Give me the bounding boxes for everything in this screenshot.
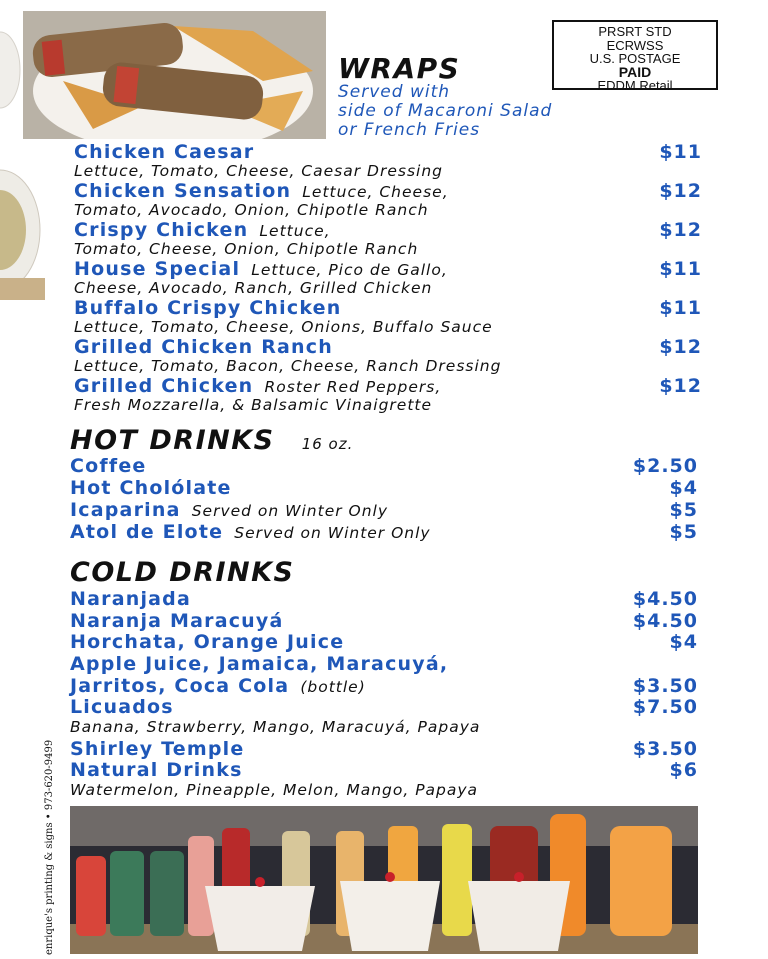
wrap-item-name: Grilled Chicken Ranch bbox=[74, 336, 333, 358]
indicia-line-1: PRSRT STD bbox=[598, 24, 672, 39]
indicia-line-3: U.S. POSTAGE bbox=[589, 51, 681, 66]
wrap-item-name-row bbox=[74, 297, 341, 319]
wraps-photo bbox=[23, 11, 326, 139]
cold-drink-name: Jarritos, Coca Cola bbox=[70, 675, 290, 697]
cold-drink-name: Naranjada bbox=[70, 588, 191, 610]
wrap-item-price: $12 bbox=[659, 336, 702, 358]
wraps-subtitle-2: side of Macaroni Salad bbox=[338, 101, 553, 121]
indicia-line-2: ECRWSS bbox=[606, 37, 664, 53]
left-edge-bowl bbox=[0, 150, 45, 300]
wrap-item-price: $12 bbox=[659, 180, 702, 202]
hot-drink-row bbox=[70, 521, 431, 543]
hot-drinks-title: HOT DRINKS bbox=[70, 425, 275, 456]
cold-drink-price: $7.50 bbox=[632, 696, 698, 718]
hot-drink-name: Hot Cholólate bbox=[70, 477, 232, 499]
cold-drink-price: $6 bbox=[669, 759, 698, 781]
left-edge-plate-top bbox=[0, 30, 22, 110]
wrap-item-name-row bbox=[74, 180, 449, 202]
hot-drinks-size: 16 oz. bbox=[301, 435, 354, 453]
cold-drink-name: Shirley Temple bbox=[70, 738, 245, 760]
hot-drink-note: Served on Winter Only bbox=[191, 502, 389, 520]
hot-drinks-header bbox=[70, 425, 353, 456]
cold-drink-price: $3.50 bbox=[632, 738, 698, 760]
wrap-item-inline-desc: Lettuce, bbox=[259, 222, 331, 240]
wrap-item-desc: Cheese, Avocado, Ranch, Grilled Chicken bbox=[74, 279, 433, 297]
hot-drink-price: $5 bbox=[669, 499, 698, 521]
cold-drink-price: $4.50 bbox=[632, 610, 698, 632]
wrap-item-desc: Lettuce, Tomato, Bacon, Cheese, Ranch Dressing bbox=[74, 357, 502, 375]
cold-drink-price: $3.50 bbox=[632, 675, 698, 697]
cold-drink-name: Horchata, Orange Juice bbox=[70, 631, 345, 653]
cold-drink-note: (bottle) bbox=[300, 678, 366, 696]
wrap-item-name: House Special bbox=[74, 258, 241, 280]
hot-drink-name: Atol de Elote bbox=[70, 521, 224, 543]
wrap-item-desc: Tomato, Cheese, Onion, Chipotle Ranch bbox=[74, 240, 419, 258]
wrap-item-name-row bbox=[74, 258, 448, 280]
hot-drink-row bbox=[70, 477, 232, 499]
cold-drink-price: $4.50 bbox=[632, 588, 698, 610]
wrap-item-name: Buffalo Crispy Chicken bbox=[74, 297, 342, 319]
wrap-item-name-row bbox=[74, 141, 254, 163]
cold-drink-name: Naranja Maracuyá bbox=[70, 610, 284, 632]
drinks-photo bbox=[70, 806, 698, 954]
wrap-item-price: $11 bbox=[659, 258, 702, 280]
cold-drinks-title: COLD DRINKS bbox=[70, 557, 295, 588]
wrap-item-name: Chicken Caesar bbox=[74, 141, 255, 163]
cold-drink-desc: Watermelon, Pineapple, Melon, Mango, Papaya bbox=[70, 781, 479, 799]
cold-drink-desc: Banana, Strawberry, Mango, Maracuyá, Papaya bbox=[70, 718, 481, 736]
wrap-item-desc: Fresh Mozzarella, & Balsamic Vinaigrette bbox=[74, 396, 433, 414]
wrap-item-price: $12 bbox=[659, 219, 702, 241]
wrap-item-price: $12 bbox=[659, 375, 702, 397]
wraps-subtitle-3: or French Fries bbox=[338, 120, 481, 140]
wrap-item-name-row bbox=[74, 375, 441, 397]
wrap-item-desc: Lettuce, Tomato, Cheese, Onions, Buffalo Sauce bbox=[74, 318, 493, 336]
wrap-item-name: Grilled Chicken bbox=[74, 375, 254, 397]
cold-drink-row bbox=[70, 675, 366, 697]
wrap-item-name-row bbox=[74, 219, 331, 241]
cold-drink-name: Natural Drinks bbox=[70, 759, 243, 781]
wrap-item-price: $11 bbox=[659, 297, 702, 319]
hot-drink-row bbox=[70, 499, 388, 521]
wraps-title: WRAPS bbox=[338, 52, 461, 85]
hot-drink-note: Served on Winter Only bbox=[234, 524, 431, 542]
wraps-subtitle-1: Served with bbox=[338, 82, 451, 102]
wrap-item-desc: Tomato, Avocado, Onion, Chipotle Ranch bbox=[74, 201, 429, 219]
wrap-item-price: $11 bbox=[659, 141, 702, 163]
printer-credit: enrique's printing & signs • 973-620-9499 bbox=[44, 739, 55, 955]
wrap-item-name: Crispy Chicken bbox=[74, 219, 249, 241]
wrap-item-inline-desc: Lettuce, Cheese, bbox=[302, 183, 449, 201]
wrap-item-name-row bbox=[74, 336, 333, 358]
indicia-line-4: PAID bbox=[618, 63, 652, 80]
hot-drink-price: $2.50 bbox=[632, 455, 698, 477]
cold-drink-price: $4 bbox=[669, 631, 698, 653]
wrap-item-desc: Lettuce, Tomato, Cheese, Caesar Dressing bbox=[74, 162, 443, 180]
postage-indicia bbox=[552, 20, 718, 93]
indicia-line-5: EDDM Retail bbox=[597, 78, 673, 93]
cold-drink-name: Apple Juice, Jamaica, Maracuyá, bbox=[70, 653, 449, 675]
wrap-item-name: Chicken Sensation bbox=[74, 180, 292, 202]
hot-drink-price: $5 bbox=[669, 521, 698, 543]
cold-drink-name: Licuados bbox=[70, 696, 174, 718]
wrap-item-inline-desc: Roster Red Peppers, bbox=[264, 378, 442, 396]
wrap-item-inline-desc: Lettuce, Pico de Gallo, bbox=[251, 261, 448, 279]
hot-drink-price: $4 bbox=[669, 477, 698, 499]
hot-drink-name: Coffee bbox=[70, 455, 147, 477]
hot-drink-name: Icaparina bbox=[70, 499, 181, 521]
hot-drink-row bbox=[70, 455, 147, 477]
